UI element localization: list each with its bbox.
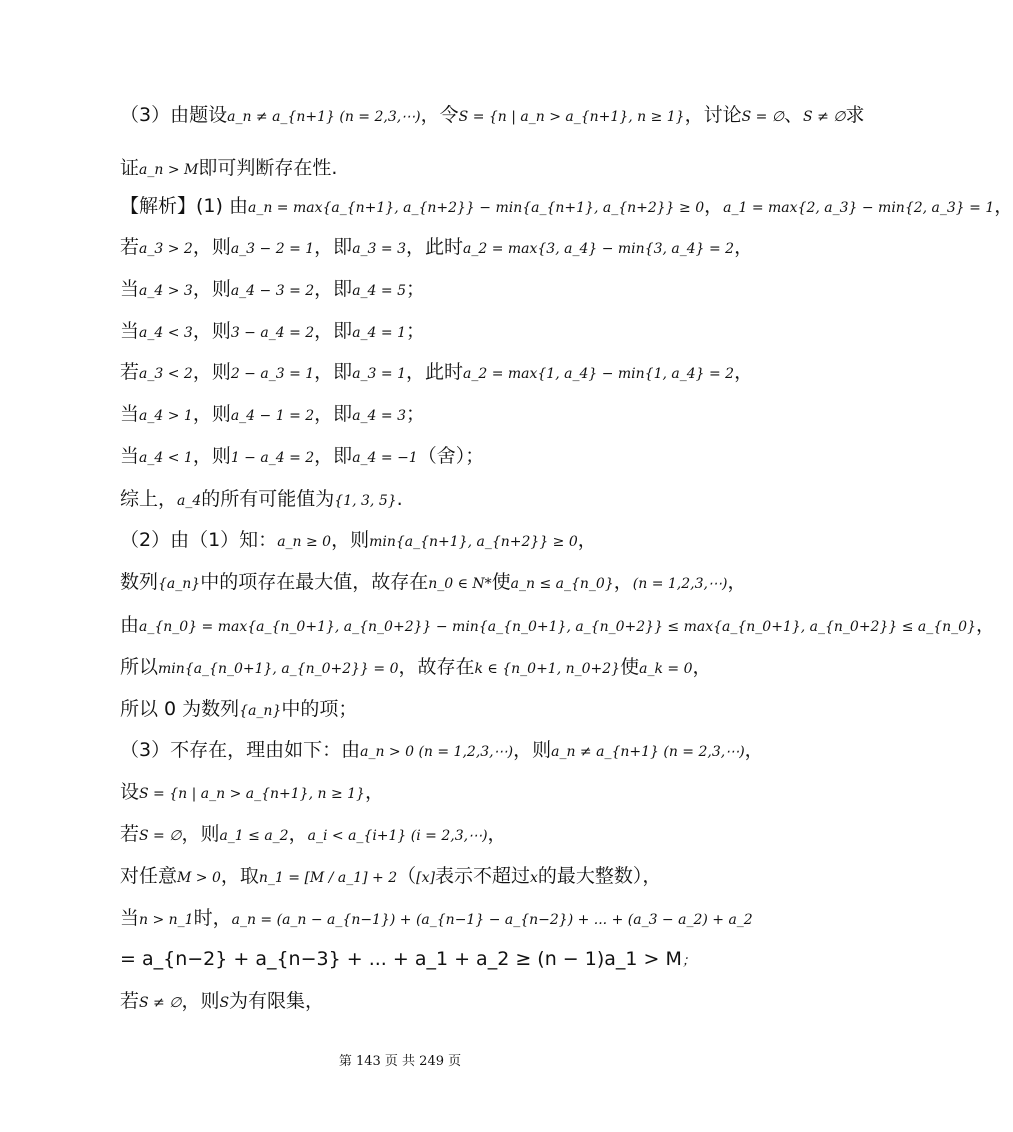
math-expression: S = {n | a_n > a_{n+1}, n ≥ 1} bbox=[139, 786, 365, 802]
math-expression: a_n ≠ a_{n+1} (n = 2,3,⋯) bbox=[227, 109, 421, 125]
text-line bbox=[120, 737, 764, 765]
text-segment: 若 bbox=[120, 823, 140, 845]
text-segment: ，即 bbox=[314, 361, 353, 383]
text-segment: ， bbox=[994, 195, 1013, 217]
text-segment: （3）不存在，理由如下：由 bbox=[120, 739, 361, 761]
math-expression: a_n ≤ a_{n_0} bbox=[510, 576, 614, 592]
math-expression: k ∈ {n_0+1, n_0+2} bbox=[474, 661, 621, 677]
math-expression: a_4 = 1 bbox=[352, 325, 406, 341]
text-line bbox=[120, 988, 760, 1016]
text-segment: ，则 bbox=[192, 236, 231, 258]
text-segment: ，故存在 bbox=[398, 656, 475, 678]
math-expression: a_i < a_{i+1} (i = 2,3,⋯) bbox=[307, 828, 488, 844]
text-segment: 当 bbox=[120, 445, 140, 467]
math-expression: a_3 − 2 = 1 bbox=[230, 241, 315, 257]
text-segment: 当 bbox=[120, 403, 140, 425]
text-segment: 时， bbox=[193, 907, 232, 929]
text-segment: ，即 bbox=[314, 403, 353, 425]
text-segment: （ bbox=[397, 865, 417, 887]
text-segment: ，则 bbox=[192, 320, 231, 342]
math-expression: a_3 = 1 bbox=[352, 366, 406, 382]
text-segment: ，则 bbox=[331, 529, 370, 551]
text-segment: （舍）； bbox=[417, 445, 485, 467]
math-expression: x bbox=[530, 870, 538, 886]
text-segment: 使 bbox=[620, 656, 640, 678]
text-segment: ， bbox=[577, 529, 597, 551]
math-expression: a_4 = −1 bbox=[352, 450, 418, 466]
text-segment: 的所有可能值为 bbox=[201, 488, 335, 510]
text-segment: ， bbox=[744, 739, 764, 761]
text-segment: 表示不超过 bbox=[434, 865, 530, 887]
text-line bbox=[120, 193, 1013, 221]
text-segment: ，讨论 bbox=[684, 104, 742, 126]
text-segment: . bbox=[396, 488, 403, 510]
text-segment: ，则 bbox=[192, 278, 231, 300]
text-segment: ， bbox=[613, 571, 633, 593]
math-expression: a_4 = 5 bbox=[352, 283, 406, 299]
math-expression: S = ∅ bbox=[741, 109, 785, 125]
text-segment: 中的项存在最大值，故存在 bbox=[200, 571, 429, 593]
math-expression: S = ∅ bbox=[139, 828, 182, 844]
text-segment: ，即 bbox=[314, 445, 353, 467]
text-segment: 当 bbox=[120, 278, 140, 300]
math-expression: n_0 ∈ N* bbox=[428, 576, 492, 592]
text-segment: ，则 bbox=[513, 739, 552, 761]
math-expression: a_2 = max{1, a_4} − min{1, a_4} = 2 bbox=[463, 366, 735, 382]
text-line bbox=[120, 779, 760, 807]
text-line bbox=[120, 696, 760, 724]
text-segment: = a_{n−2} + a_{n−3} + ... + a_1 + a_2 ≥ (n − 1)a_1 > M bbox=[120, 948, 682, 970]
math-expression: a_4 − 1 = 2 bbox=[230, 408, 315, 424]
text-line bbox=[120, 359, 760, 387]
math-expression: 1 − a_4 = 2 bbox=[230, 450, 315, 466]
text-line bbox=[120, 905, 760, 933]
text-segment: 若 bbox=[120, 236, 140, 258]
text-segment: 当 bbox=[120, 320, 140, 342]
text-line bbox=[120, 863, 760, 891]
text-line bbox=[120, 443, 760, 471]
math-expression: a_4 > 1 bbox=[139, 408, 193, 424]
math-expression: a_4 − 3 = 2 bbox=[230, 283, 315, 299]
math-expression: a_4 < 1 bbox=[139, 450, 193, 466]
text-segment: ， bbox=[727, 571, 747, 593]
text-segment: ， bbox=[364, 781, 384, 803]
text-segment: （3）由题设 bbox=[120, 104, 228, 126]
text-segment: ； bbox=[405, 320, 425, 342]
text-segment: 所以 0 为数列 bbox=[120, 698, 240, 720]
text-segment: 若 bbox=[120, 990, 140, 1012]
math-expression: S ≠ ∅ bbox=[139, 995, 182, 1011]
math-expression: {1, 3, 5} bbox=[334, 493, 397, 509]
text-line bbox=[120, 318, 760, 346]
text-line bbox=[120, 821, 760, 849]
text-segment: ，即 bbox=[314, 236, 353, 258]
text-segment: ，则 bbox=[192, 403, 231, 425]
math-expression: n_1 = [M / a_1] + 2 bbox=[258, 870, 398, 886]
text-segment: ； bbox=[405, 403, 425, 425]
math-expression: a_n > M bbox=[139, 162, 199, 178]
text-segment: 使 bbox=[491, 571, 511, 593]
text-segment: ， bbox=[976, 614, 996, 636]
math-expression: S = {n | a_n > a_{n+1}, n ≥ 1} bbox=[458, 109, 685, 125]
text-segment: ，则 bbox=[192, 361, 231, 383]
math-expression: a_4 < 3 bbox=[139, 325, 193, 341]
text-line bbox=[120, 155, 760, 183]
math-expression: a_k = 0 bbox=[639, 661, 693, 677]
text-line bbox=[120, 234, 760, 262]
text-segment: 求 bbox=[845, 104, 865, 126]
math-expression: a_n ≠ a_{n+1} (n = 2,3,⋯) bbox=[551, 744, 745, 760]
text-segment: ， bbox=[692, 656, 712, 678]
text-line bbox=[120, 946, 760, 974]
math-expression: 2 − a_3 = 1 bbox=[230, 366, 315, 382]
text-segment: ，则 bbox=[181, 823, 220, 845]
text-line bbox=[120, 401, 760, 429]
math-expression: a_n > 0 (n = 1,2,3,⋯) bbox=[360, 744, 514, 760]
text-segment: ，则 bbox=[181, 990, 220, 1012]
text-segment: ，即 bbox=[314, 320, 353, 342]
math-expression: a_2 = max{3, a_4} − min{3, a_4} = 2 bbox=[463, 241, 735, 257]
text-segment: ， bbox=[734, 236, 754, 258]
math-expression: S bbox=[219, 995, 230, 1011]
text-line bbox=[120, 486, 760, 514]
text-segment: ，此时 bbox=[405, 236, 463, 258]
math-expression: min{a_{n_0+1}, a_{n_0+2}} = 0 bbox=[158, 661, 399, 677]
text-line bbox=[120, 276, 760, 304]
text-segment: 即可判断存在性. bbox=[198, 157, 338, 179]
math-expression: a_{n_0} = max{a_{n_0+1}, a_{n_0+2}} − min{a_{n_0+1}, a_{n_0+2}} ≤ max{a_{n_0+1}, a_{n_0+2}} ≤ a_{n_0} bbox=[139, 619, 976, 635]
text-segment: 若 bbox=[120, 361, 140, 383]
math-expression: a_n = max{a_{n+1}, a_{n+2}} − min{a_{n+1}, a_{n+2}} ≥ 0 bbox=[247, 200, 705, 216]
math-expression: a_4 > 3 bbox=[139, 283, 193, 299]
math-expression: a_1 ≤ a_2 bbox=[219, 828, 289, 844]
text-segment: 、 bbox=[784, 104, 804, 126]
text-line bbox=[120, 527, 760, 555]
math-expression: min{a_{n+1}, a_{n+2}} ≥ 0 bbox=[369, 534, 578, 550]
text-segment: 当 bbox=[120, 907, 140, 929]
text-segment: ， bbox=[704, 195, 724, 217]
math-expression: M > 0 bbox=[177, 870, 221, 886]
text-segment: 综上， bbox=[120, 488, 178, 510]
text-segment: 设 bbox=[120, 781, 140, 803]
text-segment: ，取 bbox=[220, 865, 259, 887]
text-segment: ， bbox=[288, 823, 308, 845]
math-expression: a_4 = 3 bbox=[352, 408, 406, 424]
math-expression: a_3 > 2 bbox=[139, 241, 193, 257]
text-segment: ； bbox=[405, 278, 425, 300]
text-segment: ，即 bbox=[314, 278, 353, 300]
math-expression: n > n_1 bbox=[139, 912, 194, 928]
math-expression: [x] bbox=[416, 870, 435, 886]
text-segment: ， bbox=[734, 361, 754, 383]
text-segment: （2）由（1）知： bbox=[120, 529, 278, 551]
text-segment: 中的项； bbox=[281, 698, 358, 720]
math-expression: a_n = (a_n − a_{n−1}) + (a_{n−1} − a_{n−2}) + ... + (a_3 − a_2) + a_2 bbox=[231, 912, 753, 928]
text-segment: ，此时 bbox=[405, 361, 463, 383]
math-expression: 3 − a_4 = 2 bbox=[230, 325, 315, 341]
page-footer: 第 143 页 共 249 页 bbox=[338, 1054, 462, 1069]
math-expression: S ≠ ∅ bbox=[803, 109, 846, 125]
text-segment: 为有限集， bbox=[229, 990, 325, 1012]
math-expression: (n = 1,2,3,⋯) bbox=[632, 576, 728, 592]
text-line bbox=[120, 612, 996, 640]
text-line bbox=[120, 569, 760, 597]
text-line bbox=[120, 102, 865, 130]
math-expression: {a_n} bbox=[239, 703, 282, 719]
text-segment: 【解析】(1) 由 bbox=[120, 195, 248, 217]
math-expression: a_3 < 2 bbox=[139, 366, 193, 382]
text-segment: ， bbox=[487, 823, 507, 845]
text-segment: 的最大整数）， bbox=[537, 865, 662, 887]
text-segment: 所以 bbox=[120, 656, 159, 678]
text-segment: ，则 bbox=[192, 445, 231, 467]
math-expression: a_n ≥ 0 bbox=[277, 534, 332, 550]
math-expression: ； bbox=[681, 953, 696, 969]
math-expression: {a_n} bbox=[158, 576, 201, 592]
text-segment: 对任意 bbox=[120, 865, 178, 887]
text-line bbox=[120, 654, 760, 682]
math-expression: a_3 = 3 bbox=[352, 241, 406, 257]
text-segment: 由 bbox=[120, 614, 140, 636]
text-segment: 证 bbox=[120, 157, 140, 179]
math-expression: a_1 = max{2, a_3} − min{2, a_3} = 1 bbox=[723, 200, 995, 216]
text-segment: 数列 bbox=[120, 571, 159, 593]
text-segment: ，令 bbox=[420, 104, 459, 126]
math-expression: a_4 bbox=[177, 493, 202, 509]
